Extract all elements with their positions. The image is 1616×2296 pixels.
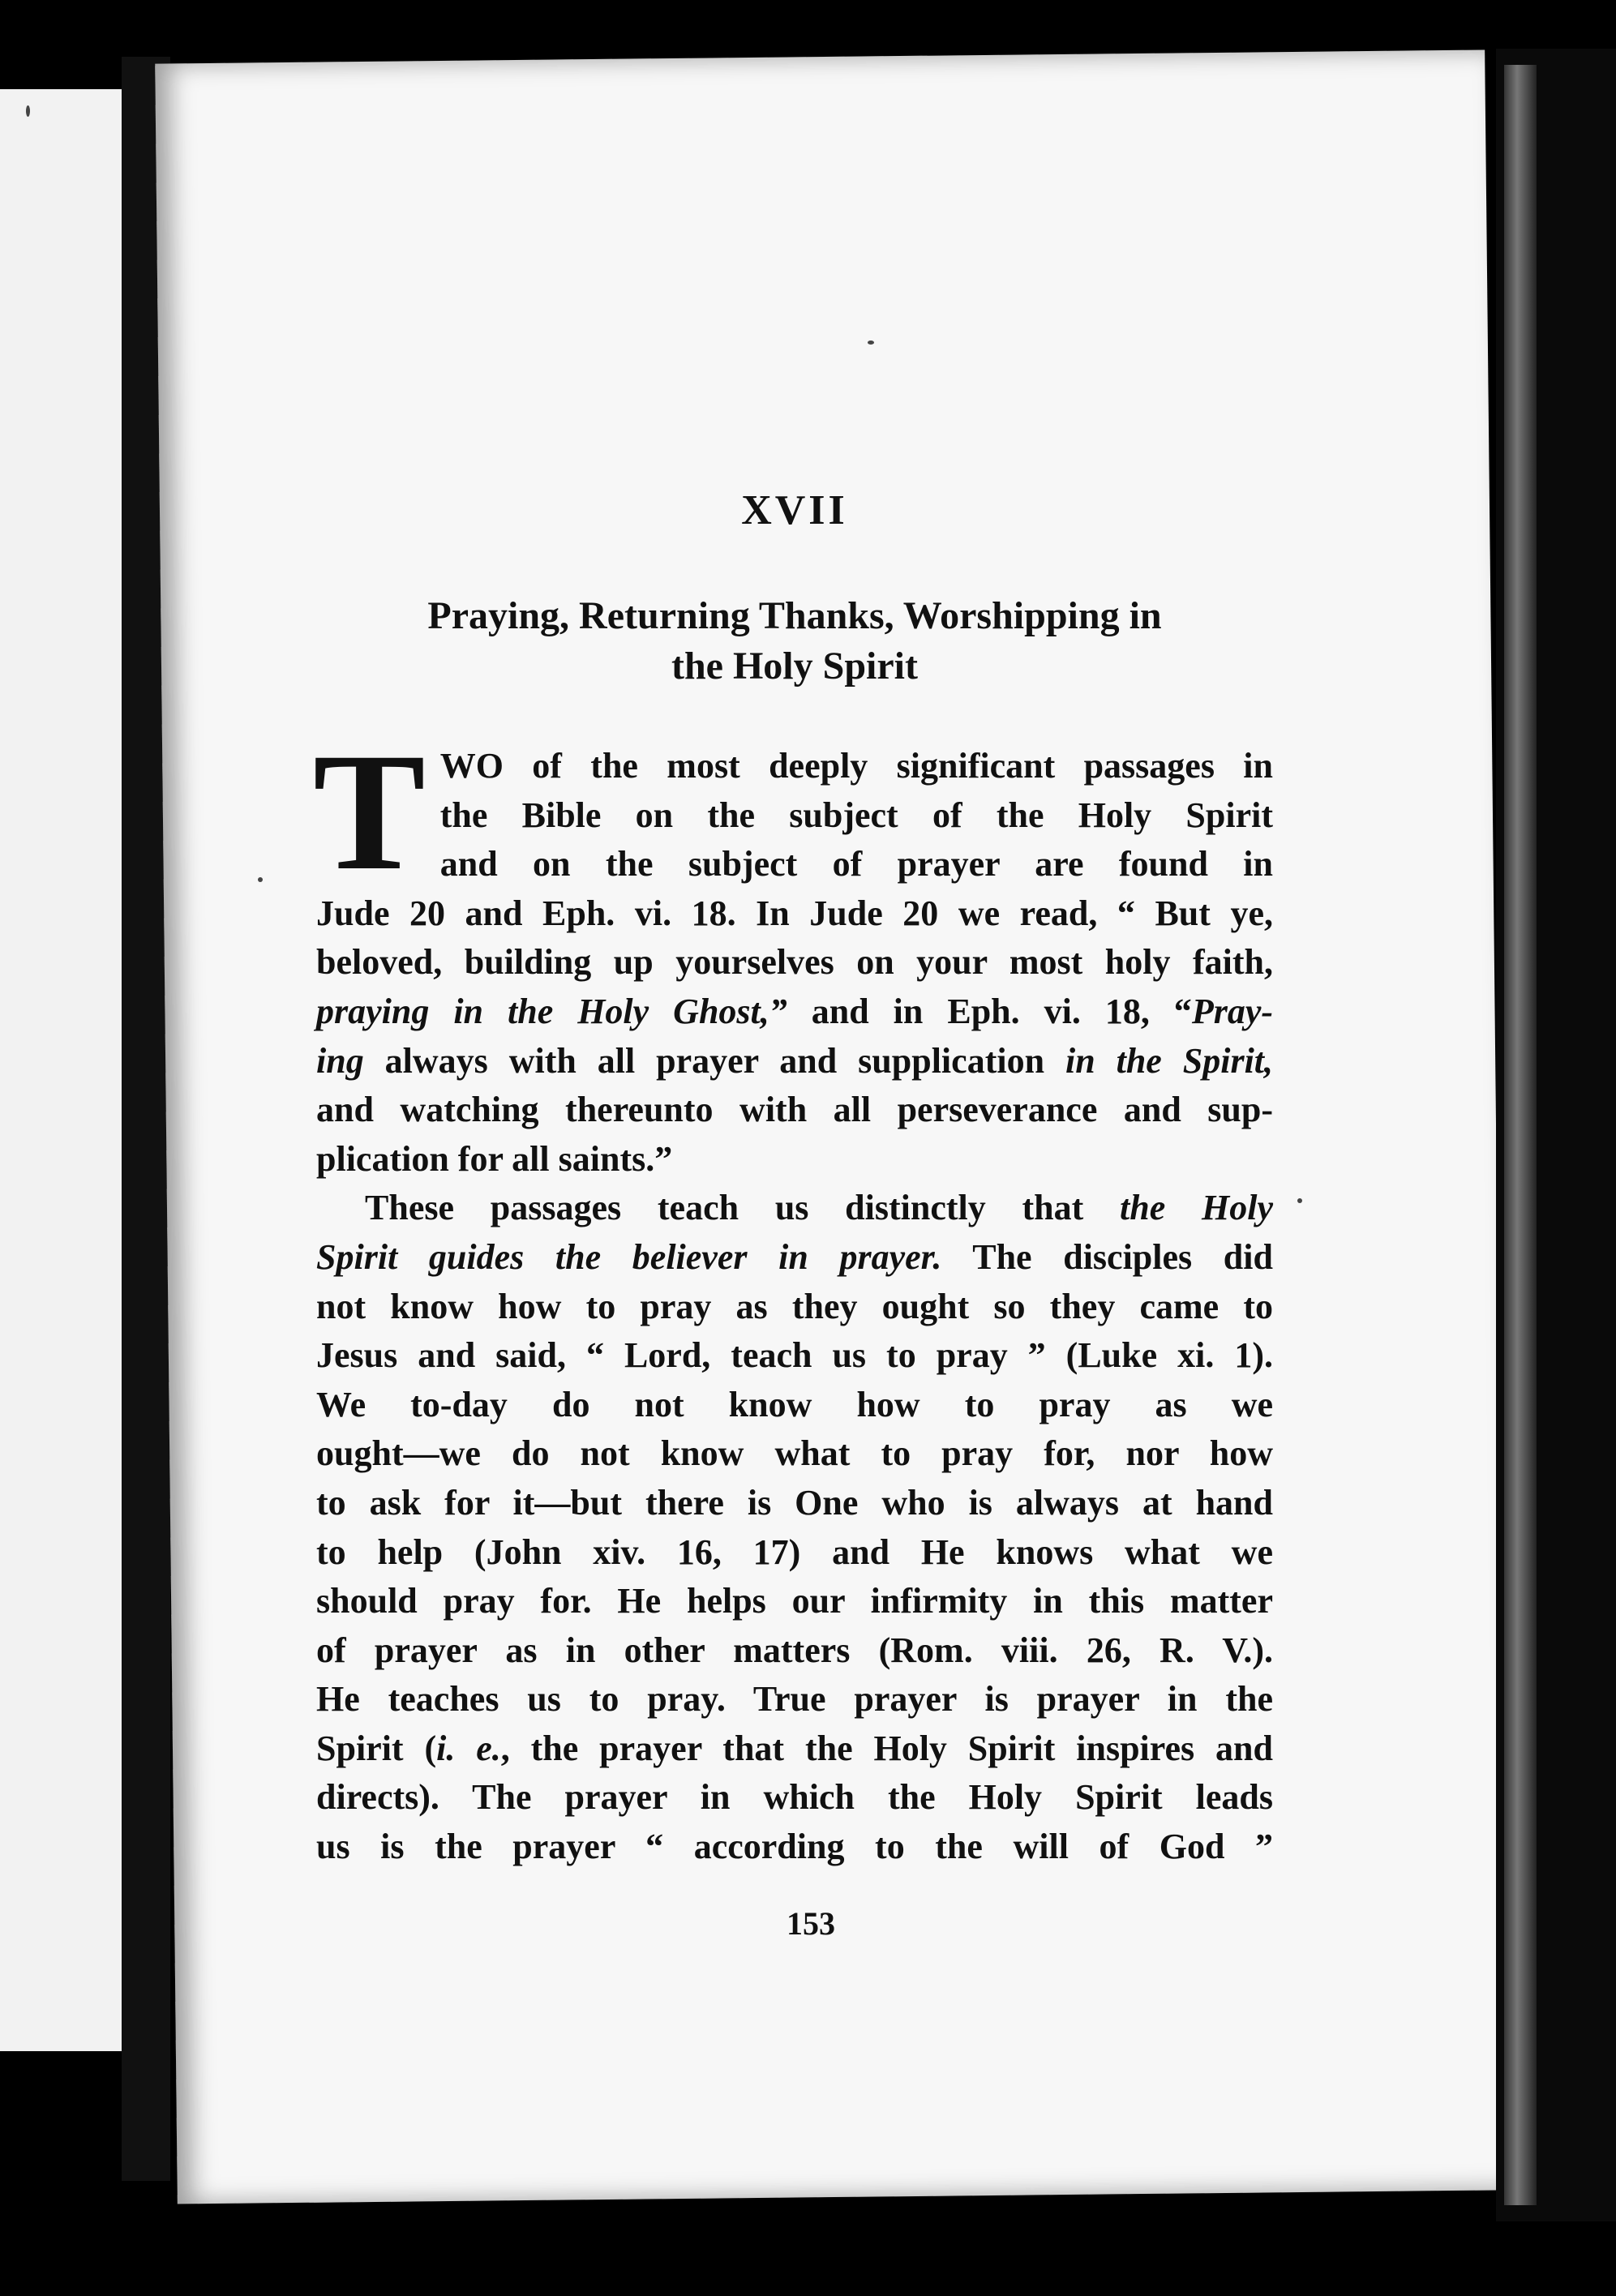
text-line: us is the prayer “ according to the will of God ”: [316, 1827, 1273, 1867]
text-run: These passages teach us distinctly that: [365, 1188, 1084, 1228]
cover-edge-stripe: [1504, 65, 1537, 2205]
text-line: [316, 1724, 1273, 1774]
text-line: [316, 1233, 1273, 1283]
text-line: should pray for. He helps our infirmity in this matter: [316, 1581, 1273, 1621]
page-content: [313, 486, 1274, 1943]
page-speck: [868, 341, 874, 345]
chapter-title-line-2: the Holy Spirit: [671, 645, 918, 688]
text-line: He teaches us to pray. True prayer is prayer in the: [316, 1679, 1273, 1720]
paragraph-2: [316, 1184, 1273, 1871]
text-line: of prayer as in other matters (Rom. viii. 26, R. V.).: [316, 1630, 1273, 1670]
drop-cap: T: [313, 718, 426, 905]
page-speck: [1297, 1198, 1302, 1203]
italic-phrase: Spirit guides the believer in prayer.: [316, 1236, 942, 1277]
page-number: 153: [787, 1904, 835, 1942]
text-line: WO of the most deeply significant passages in: [439, 746, 1273, 786]
paragraph-1: [313, 718, 1274, 1184]
text-line: We to-day do not know how to pray as we: [316, 1384, 1273, 1424]
page-speck: [258, 877, 263, 882]
text-line: and watching thereunto with all perseverance and sup-: [316, 1090, 1273, 1130]
italic-phrase: praying in the Holy Ghost,”: [316, 991, 787, 1031]
text-line: beloved, building up yourselves on your most holy faith,: [316, 942, 1273, 983]
text-line: Jude 20 and Eph. vi. 18. In Jude 20 we read, “ But ye,: [316, 893, 1273, 933]
text-run: The disciples did: [972, 1236, 1273, 1277]
italic-phrase: ing: [316, 1040, 364, 1081]
text-line: to ask for it—but there is One who is always at hand: [316, 1482, 1273, 1523]
text-line: the Bible on the subject of the Holy Spirit: [439, 795, 1273, 835]
text-line: and on the subject of prayer are found in: [439, 844, 1273, 885]
text-line: Jesus and said, “ Lord, teach us to pray ” (Luke xi. 1).: [316, 1335, 1273, 1376]
text-line: [316, 987, 1273, 1037]
italic-phrase: Pray-: [1191, 991, 1273, 1031]
text-line: [316, 1184, 1273, 1233]
text-run: , the prayer that the Holy Spirit inspires and: [500, 1728, 1273, 1768]
chapter-title: [316, 591, 1273, 692]
chapter-title-line-1: Praying, Returning Thanks, Worshipping in: [427, 594, 1162, 637]
text-line: to help (John xiv. 16, 17) and He knows what we: [316, 1531, 1273, 1572]
previous-page-edge: [0, 89, 122, 2051]
chapter-number: XVII: [741, 487, 848, 533]
italic-phrase: in the Spirit,: [1065, 1040, 1274, 1081]
text-run: Spirit (: [316, 1728, 437, 1768]
text-line: [316, 1037, 1273, 1086]
text-line: ought—we do not know what to pray for, nor how: [316, 1433, 1273, 1474]
italic-phrase: the Holy: [1120, 1188, 1274, 1228]
text-run: always with all prayer and supplication: [384, 1040, 1045, 1081]
italic-phrase: i. e.: [436, 1728, 501, 1768]
text-line: directs). The prayer in which the Holy Spirit leads: [316, 1777, 1273, 1818]
text-line: plication for all saints.”: [316, 1138, 673, 1179]
text-run: and in Eph. vi. 18, “: [811, 991, 1192, 1031]
text-line: not know how to pray as they ought so they came to: [316, 1286, 1273, 1326]
book-cover-edge: [1496, 49, 1616, 2221]
page-speck: [26, 105, 30, 117]
